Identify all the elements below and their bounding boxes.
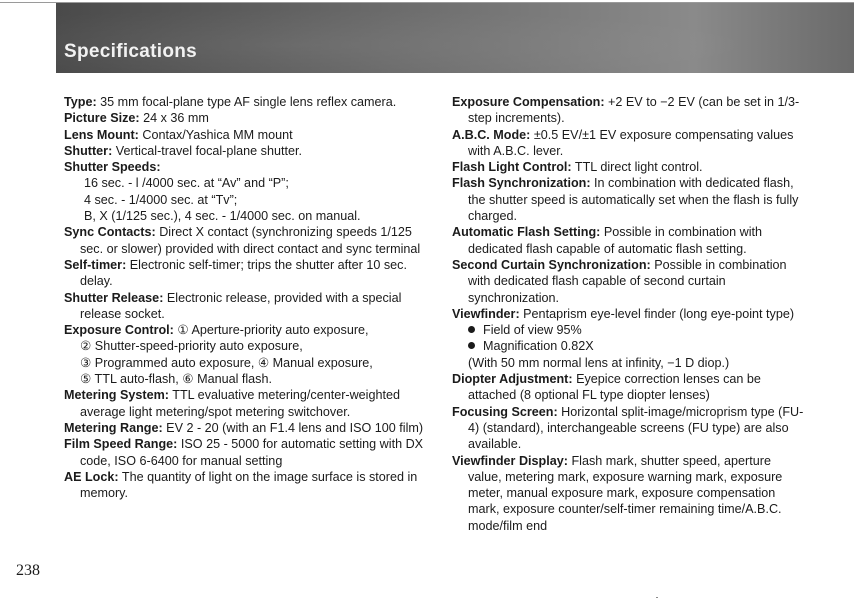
spec-value: Contax/Yashica MM mount <box>142 127 293 142</box>
spec-label: Focusing Screen: <box>452 404 558 419</box>
spec-label: Shutter: <box>64 143 113 158</box>
shutter-speed-line: 16 sec. - l /4000 sec. at “Av” and “P”; <box>84 176 289 191</box>
spec-picture-size <box>64 110 432 126</box>
exposure-control-line: ② Shutter-speed-priority auto exposure, <box>80 339 303 354</box>
spec-label: Flash Synchronization: <box>452 176 591 191</box>
spec-value: EV 2 - 20 (with an F1.4 lens and ISO 100 film) <box>166 420 424 435</box>
left-column <box>64 94 432 501</box>
shutter-speed-line: B, X (1/125 sec.), 4 sec. - 1/4000 sec. on manual. <box>84 209 361 224</box>
scan-speck <box>656 597 658 598</box>
spec-flash-synchronization <box>452 175 808 224</box>
spec-value: Direct X contact (synchronizing speeds 1/125 sec. or slower) provided with direct contact and sync terminal <box>80 225 421 256</box>
spec-film-speed-range <box>64 436 432 469</box>
spec-label: Viewfinder Display: <box>452 453 568 468</box>
spec-label: Shutter Speeds: <box>64 160 161 175</box>
spec-second-curtain-sync <box>452 257 808 306</box>
spec-shutter-release <box>64 290 432 323</box>
spec-value: Pentaprism eye-level finder (long eye-point type) <box>523 306 795 321</box>
page-title: Specifications <box>64 41 198 62</box>
spec-value: Horizontal split-image/microprism type (FU-4) (standard), interchangeable screens (FU type) are also available. <box>468 404 804 452</box>
spec-label: Type: <box>64 95 97 109</box>
spec-value: ISO 25 - 5000 for automatic setting with DX code, ISO 6-6400 for manual setting <box>80 437 424 468</box>
spec-label: Exposure Compensation: <box>452 95 605 109</box>
bullet-icon <box>468 326 475 333</box>
spec-label: Diopter Adjustment: <box>452 372 573 387</box>
spec-self-timer <box>64 257 432 290</box>
exposure-control-line: ⑤ TTL auto-flash, ⑥ Manual flash. <box>80 372 272 387</box>
spec-label: Lens Mount: <box>64 127 139 142</box>
spec-sync-contacts <box>64 224 432 257</box>
spec-exposure-control <box>64 322 432 338</box>
spec-label: Film Speed Range: <box>64 437 178 452</box>
spec-label: Picture Size: <box>64 111 140 126</box>
spec-value: 35 mm focal-plane type AF single lens reflex camera. <box>100 95 397 109</box>
viewfinder-note: (With 50 mm normal lens at infinity, −1 D diop.) <box>468 355 730 370</box>
spec-value: Electronic self-timer; trips the shutter after 10 sec. delay. <box>80 257 407 289</box>
spec-value: Electronic release, provided with a special release socket. <box>80 290 402 321</box>
spec-value: TTL direct light control. <box>574 160 703 175</box>
spec-diopter-adjustment <box>452 371 808 404</box>
spec-value: ① Aperture-priority auto exposure, <box>177 323 369 338</box>
page-number: 238 <box>16 562 40 579</box>
spec-value: Possible in combination with dedicated flash capable of second curtain synchronization. <box>468 257 787 305</box>
spec-value: TTL evaluative metering/center-weighted average light metering/spot metering switchover. <box>80 388 400 419</box>
spec-metering-system <box>64 387 432 420</box>
spec-value: Flash mark, shutter speed, aperture value, metering mark, exposure warning mark, exposure meter, manual exposure mark, exposure compensation mark, exposure counter/self-timer remaining time/A.B.C. mode/film end <box>468 453 783 533</box>
spec-viewfinder-display <box>452 453 808 534</box>
spec-abc-mode <box>452 127 808 160</box>
spec-lens-mount <box>64 127 432 143</box>
spec-type <box>64 94 432 110</box>
spec-value: In combination with dedicated flash, the shutter speed is automatically set when the flash is fully charged. <box>468 176 799 224</box>
spec-label: Self-timer: <box>64 257 127 272</box>
spec-automatic-flash-setting <box>452 224 808 257</box>
viewfinder-bullet <box>452 322 808 338</box>
shutter-speed-line: 4 sec. - 1/4000 sec. at “Tv”; <box>84 192 238 207</box>
spec-value: The quantity of light on the image surface is stored in memory. <box>80 469 418 501</box>
viewfinder-bullet <box>452 338 808 354</box>
spec-exposure-compensation <box>452 94 808 127</box>
spec-flash-light-control <box>452 159 808 175</box>
right-column <box>452 94 808 534</box>
spec-shutter <box>64 143 432 159</box>
spec-label: Metering Range: <box>64 420 163 435</box>
spec-label: Metering System: <box>64 388 169 403</box>
spec-label: Shutter Release: <box>64 290 164 305</box>
spec-focusing-screen <box>452 404 808 453</box>
spec-label: Exposure Control: <box>64 323 174 338</box>
spec-shutter-speeds <box>64 159 432 175</box>
spec-value: +2 EV to −2 EV (can be set in 1/3-step increments). <box>468 95 800 126</box>
spec-label: Flash Light Control: <box>452 160 572 175</box>
spec-value: 24 x 36 mm <box>143 111 209 126</box>
header-banner <box>56 3 854 73</box>
spec-label: Automatic Flash Setting: <box>452 225 601 240</box>
spec-label: Second Curtain Synchronization: <box>452 257 651 272</box>
bullet-text: Magnification 0.82X <box>483 339 594 354</box>
spec-metering-range <box>64 420 432 436</box>
spec-value: Eyepice correction lenses can be attached (8 optional FL type diopter lenses) <box>468 372 761 403</box>
spec-value: ±0.5 EV/±1 EV exposure compensating values with A.B.C. lever. <box>468 127 794 158</box>
spec-viewfinder <box>452 306 808 322</box>
bullet-text: Field of view 95% <box>483 323 582 338</box>
spec-label: Sync Contacts: <box>64 225 156 240</box>
spec-label: AE Lock: <box>64 469 119 484</box>
spec-value: Possible in combination with dedicated flash capable of automatic flash setting. <box>468 225 763 256</box>
exposure-control-line: ③ Programmed auto exposure, ④ Manual exposure, <box>80 355 373 370</box>
spec-label: A.B.C. Mode: <box>452 127 531 142</box>
spec-value: Vertical-travel focal-plane shutter. <box>115 143 302 158</box>
spec-label: Viewfinder: <box>452 306 520 321</box>
bullet-icon <box>468 342 475 349</box>
spec-ae-lock <box>64 469 432 502</box>
